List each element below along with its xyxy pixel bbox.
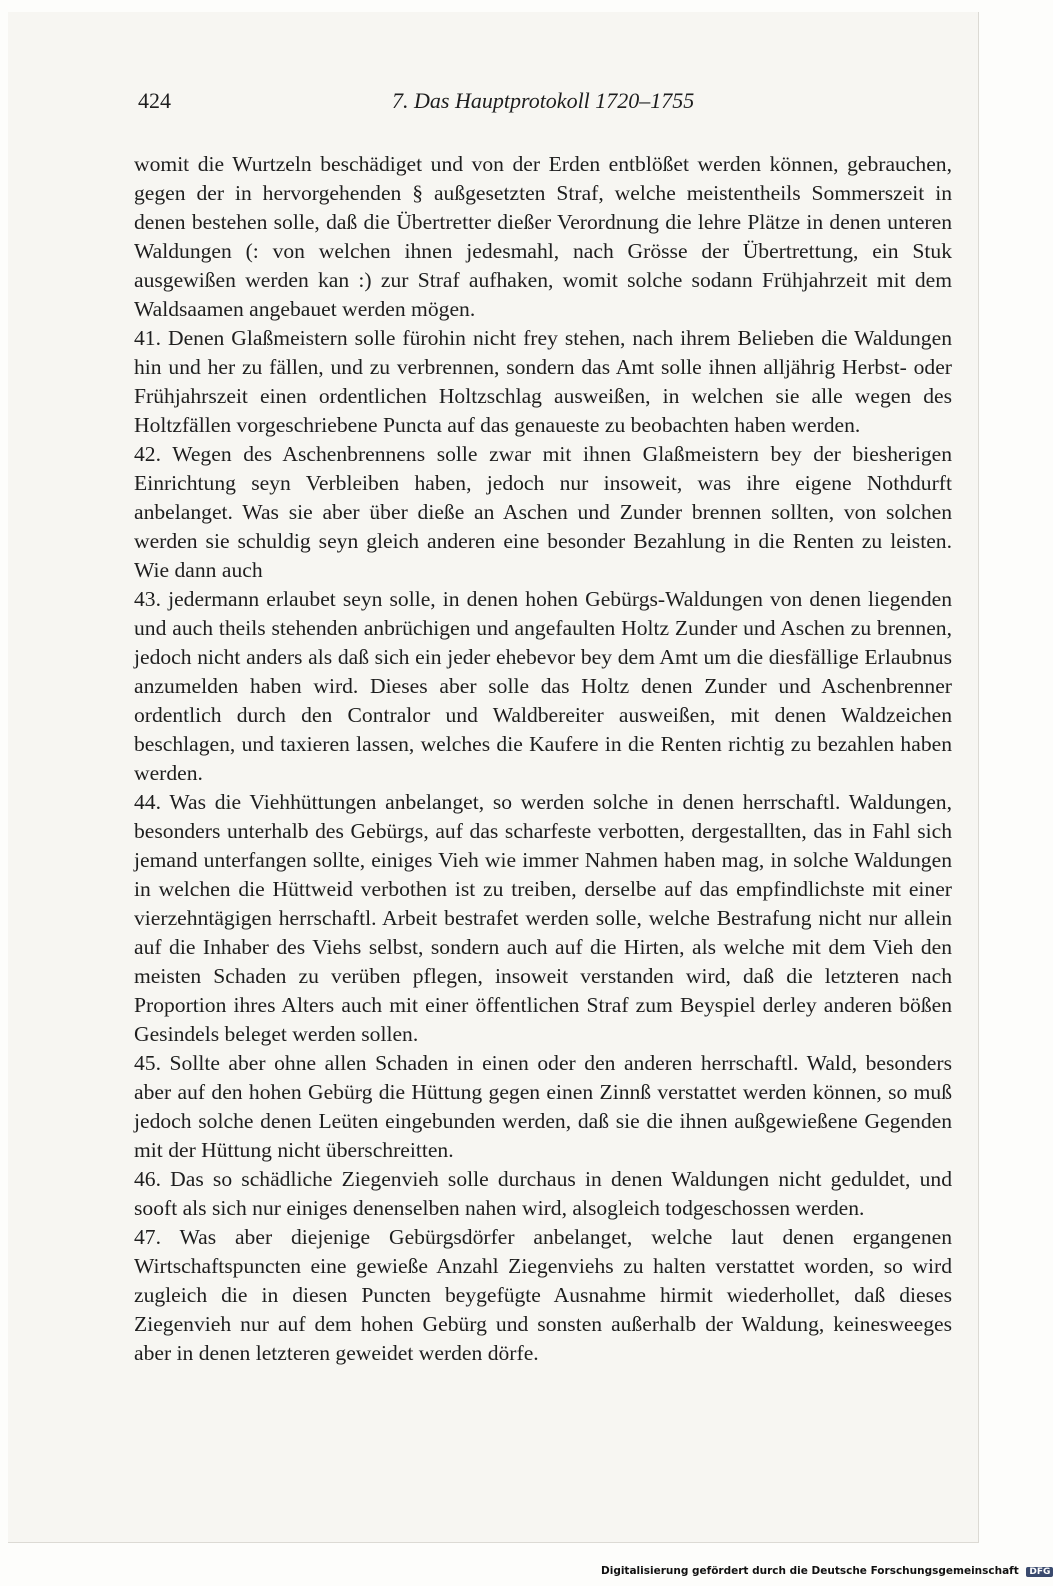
credit-text: Digitalisierung gefördert durch die Deutsche Forschungsgemeinschaft: [601, 1565, 1019, 1577]
book-page: [8, 12, 979, 1543]
paragraph-41: 41. Denen Glaßmeistern solle fürohin nicht frey stehen, nach ihrem Belieben die Waldungen hin und her zu fällen, und zu verbrennen, sondern das Amt solle ihnen alljährig Herbst- oder Frühjahrszeit einen ordentlichen Holtzschlag ausweißen, in welchen sie alle wegen des Holtzfällen vorgeschriebene Puncta auf das genaueste zu beobachten haben werden.: [134, 326, 952, 437]
page-number: 424: [138, 88, 171, 113]
paragraph-45: 45. Sollte aber ohne allen Schaden in einen oder den anderen herrschaftl. Wald, besonders aber auf den hohen Gebürg die Hüttung gegen einen Zinnß verstattet werden können, so muß jedoch solche denen Leüten eingebunden werden, daß sie die ihnen außgewießene Gegenden mit der Hüttung nicht überschreitten.: [134, 1051, 952, 1162]
digitization-credit: [601, 1565, 1053, 1577]
paragraph-42: 42. Wegen des Aschenbrennens solle zwar mit ihnen Glaßmeistern bey der biesherigen Einrichtung seyn Verbleiben haben, jedoch nur insoweit, was ihre eigene Nothdurft anbelanget. Was sie aber über dieße an Aschen und Zunder brennen sollten, von solchen werden sie schuldig seyn gleich anderen eine besonder Bezahlung in die Renten zu leisten. Wie dann auch: [134, 442, 952, 582]
paragraph-43: 43. jedermann erlaubet seyn solle, in denen hohen Gebürgs-Waldungen von denen liegenden und auch theils stehenden anbrüchigen und angefaulten Holtz Zunder und Aschen zu brennen, jedoch nicht anders als daß sich ein jeder ehebevor bey dem Amt um die diesfällige Erlaubnus anzumelden haben wird. Dieses aber solle das Holtz denen Zunder und Aschenbrenner ordentlich durch den Contralor und Waldbereiter ausweißen, mit denen Waldzeichen beschlagen, und taxieren lassen, welches die Kaufere in die Renten richtig zu bezahlen haben werden.: [134, 587, 952, 785]
running-title: 7. Das Hauptprotokoll 1720–1755: [392, 88, 695, 113]
paragraph-46: 46. Das so schädliche Ziegenvieh solle durchaus in denen Waldungen nicht geduldet, und sooft als sich nur einiges denenselben nahen wird, alsogleich todgeschossen werden.: [134, 1167, 952, 1220]
paragraph-44: 44. Was die Viehhüttungen anbelanget, so werden solche in denen herrschaftl. Waldungen, besonders unterhalb des Gebürgs, auf das scharfeste verbotten, dergestallten, das in Fahl sich jemand unterfangen sollte, einiges Vieh wie immer Nahmen haben mag, in solche Waldungen in welchen die Hüttweid verbothen ist zu treiben, derselbe auf das empfindlichste mit einer vierzehntägigen herrschaftl. Arbeit bestrafet werden solle, welche Bestrafung nicht nur allein auf die Inhaber des Viehs selbst, sondern auch auf die Hirten, als welche mit dem Vieh den meisten Schaden zu verüben pflegen, insoweit verstanden wird, daß die letzteren nach Proportion ihres Alters auch mit einer öffentlichen Straf zum Beyspiel derley anderen bößen Gesindels beleget werden sollen.: [134, 790, 952, 1046]
paragraph-47: 47. Was aber diejenige Gebürgsdörfer anbelanget, welche laut denen ergangenen Wirtschaftspuncten eine gewieße Anzahl Ziegenviehs zu halten verstattet worden, so wird zugleich die in diesen Puncten beygefügte Ausnahme hirmit wiederhollet, daß dieses Ziegenvieh nur auf dem hohen Gebürg und sonsten außerhalb der Waldung, keinesweeges aber in denen letzteren geweidet werden dörfe.: [134, 1225, 952, 1365]
page-header: [8, 88, 978, 122]
paragraph-continuation: womit die Wurtzeln beschädiget und von der Erden entblößet werden können, gebrauchen, gegen der in hervorgehenden § außgesetzten Straf, welche meistentheils Sommerszeit in denen bestehen solle, daß die Übertretter dießer Verordnung die lehre Plätze in denen unteren Waldungen (: von welchen ihnen jedesmahl, nach Grösse der Übertrettung, ein Stuk ausgewißen werden kan :) zur Straf aufhaken, womit solche sodann Frühjahrzeit mit dem Waldsaamen angebauet werden mögen.: [134, 152, 952, 321]
dfg-logo: DFG: [1026, 1567, 1053, 1577]
body-text: [134, 150, 952, 1368]
